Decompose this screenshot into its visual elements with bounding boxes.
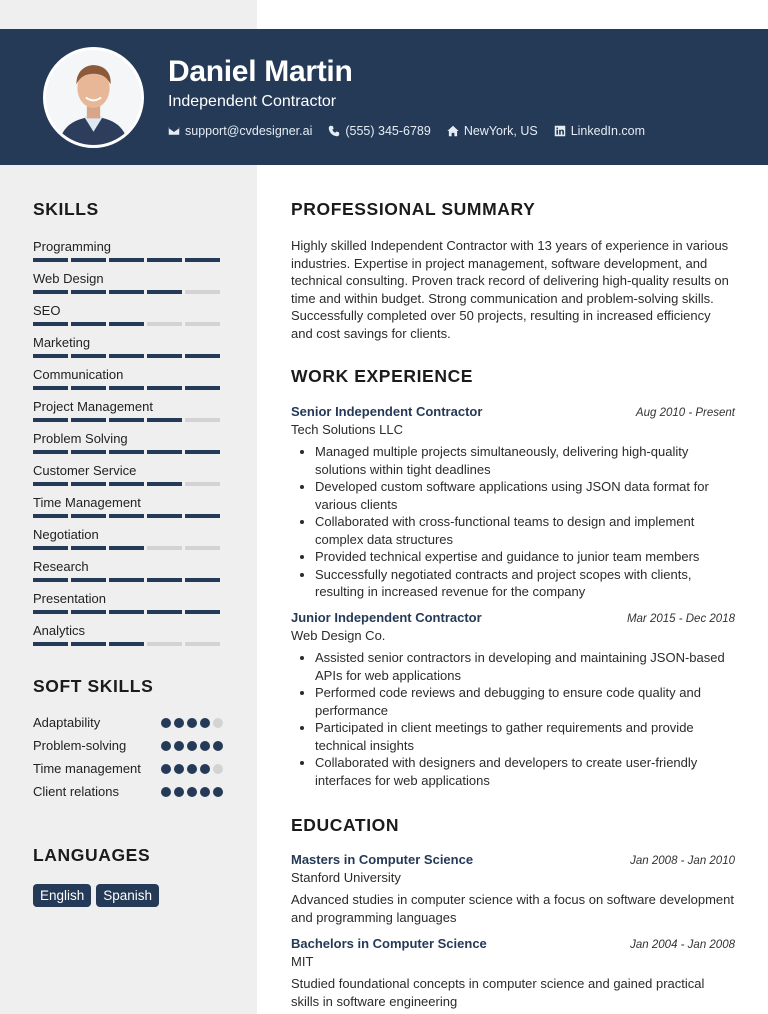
skill-level-segment — [147, 354, 182, 358]
soft-skill-item — [33, 714, 223, 731]
phone-icon — [328, 125, 340, 137]
skill-level-segment — [185, 578, 220, 582]
education-dates: Jan 2008 - Jan 2010 — [630, 855, 735, 867]
contact-email-text: support@cvdesigner.ai — [185, 124, 313, 138]
skill-level-segment — [71, 642, 106, 646]
job-bullet: • Provided technical expertise and guidance to junior team members — [315, 548, 735, 566]
skill-level-bar — [33, 418, 223, 422]
job-bullet: • Collaborated with cross-functional teams to design and implement complex data structures — [315, 513, 735, 548]
skill-level-segment — [71, 418, 106, 422]
skill-item — [33, 463, 223, 495]
skill-level-segment — [33, 258, 68, 262]
skill-level-segment — [109, 418, 144, 422]
summary-text: Highly skilled Independent Contractor with 13 years of experience in various industries. Expertise in project management, software development, and technical consulting. Proven track record of delivering high-quality results on time and within budget. Strong communication and problem-solving skills. Successfully completed over 50 projects, resulting in increased efficiency and cost savings for clients. — [291, 238, 729, 341]
skill-level-segment — [185, 386, 220, 390]
skill-level-segment — [33, 418, 68, 422]
skill-level-bar — [33, 642, 223, 646]
skill-level-bar — [33, 386, 223, 390]
rating-dot — [161, 787, 171, 797]
rating-dot — [200, 718, 210, 728]
rating-dot — [200, 764, 210, 774]
skill-item — [33, 495, 223, 527]
education-entry — [291, 852, 735, 926]
soft-skill-item — [33, 783, 223, 800]
skill-name: Marketing — [33, 335, 91, 350]
skill-name: Project Management — [33, 399, 153, 414]
rating-dot — [187, 787, 197, 797]
linkedin-icon — [554, 125, 566, 137]
skill-level-segment — [33, 546, 68, 550]
skill-level-segment — [71, 514, 106, 518]
skill-level-segment — [33, 642, 68, 646]
skill-item — [33, 527, 223, 559]
skill-level-segment — [109, 290, 144, 294]
job-bullet: • Successfully negotiated contracts and project scopes with clients, resulting in increased revenue for the company — [315, 566, 735, 601]
skill-level-segment — [185, 514, 220, 518]
job-bullet: • Participated in client meetings to gather requirements and provide technical insights — [315, 719, 735, 754]
skill-name: Web Design — [33, 271, 104, 286]
skill-level-segment — [147, 610, 182, 614]
skill-level-segment — [33, 450, 68, 454]
skill-level-segment — [33, 578, 68, 582]
contact-bar — [168, 124, 645, 138]
skill-level-segment — [71, 258, 106, 262]
rating-dot — [161, 764, 171, 774]
skill-name: Negotiation — [33, 527, 99, 542]
job-title: Senior Independent Contractor — [291, 404, 483, 419]
skill-level-bar — [33, 258, 223, 262]
skill-item — [33, 239, 223, 271]
candidate-headline: Independent Contractor — [168, 93, 337, 110]
skill-level-segment — [185, 642, 220, 646]
school-name: MIT — [291, 954, 314, 969]
skill-level-segment — [185, 258, 220, 262]
skill-level-segment — [185, 482, 220, 486]
contact-phone-text: (555) 345-6789 — [345, 124, 431, 138]
skill-level-segment — [109, 610, 144, 614]
skill-level-segment — [33, 482, 68, 486]
job-dates: Mar 2015 - Dec 2018 — [626, 613, 735, 625]
skill-level-segment — [109, 546, 144, 550]
skill-level-segment — [147, 258, 182, 262]
skill-level-segment — [71, 386, 106, 390]
soft-skills-heading: SOFT SKILLS — [33, 676, 154, 696]
skill-level-segment — [33, 290, 68, 294]
soft-skill-rating — [161, 741, 223, 751]
experience-section — [291, 366, 735, 387]
language-badge: English — [33, 884, 91, 907]
job-bullet: • Assisted senior contractors in developing and maintaining JSON-based APIs for web applications — [315, 649, 735, 684]
skill-level-segment — [185, 290, 220, 294]
skill-name: Problem Solving — [33, 431, 128, 446]
skill-level-segment — [109, 354, 144, 358]
education-description: Advanced studies in computer science with a focus on software development and programming languages — [291, 892, 734, 925]
job-bullets — [291, 443, 735, 601]
skill-level-segment — [71, 322, 106, 326]
skills-list — [33, 239, 223, 655]
skill-level-bar — [33, 290, 223, 294]
home-icon — [447, 125, 459, 137]
rating-dot — [161, 718, 171, 728]
skill-level-segment — [185, 354, 220, 358]
education-heading: EDUCATION — [291, 815, 400, 835]
education-description: Studied foundational concepts in computer science and gained practical skills in software engineering — [291, 976, 705, 1009]
soft-skill-name: Time management — [33, 761, 141, 776]
rating-dot — [161, 741, 171, 751]
skill-name: Presentation — [33, 591, 106, 606]
experience-heading: WORK EXPERIENCE — [291, 366, 474, 386]
skill-level-segment — [109, 482, 144, 486]
job-entry — [291, 404, 735, 601]
rating-dot — [213, 764, 223, 774]
skill-level-segment — [109, 450, 144, 454]
skill-item — [33, 367, 223, 399]
job-bullet: • Developed custom software applications using JSON data format for various clients — [315, 478, 735, 513]
job-dates: Aug 2010 - Present — [635, 407, 735, 419]
rating-dot — [174, 718, 184, 728]
job-bullet: • Managed multiple projects simultaneously, delivering high-quality solutions within tight deadlines — [315, 443, 735, 478]
skill-level-bar — [33, 482, 223, 486]
contact-linkedin[interactable] — [554, 124, 645, 138]
job-bullet: • Performed code reviews and debugging to ensure code quality and performance — [315, 684, 735, 719]
summary-section — [291, 199, 735, 343]
job-bullets — [291, 649, 735, 789]
rating-dot — [174, 741, 184, 751]
skill-level-segment — [185, 610, 220, 614]
skill-level-segment — [109, 386, 144, 390]
skill-level-bar — [33, 610, 223, 614]
summary-heading: PROFESSIONAL SUMMARY — [291, 199, 536, 219]
skill-level-segment — [147, 386, 182, 390]
skill-level-segment — [147, 578, 182, 582]
skill-level-segment — [185, 450, 220, 454]
skill-level-bar — [33, 514, 223, 518]
skill-level-segment — [185, 546, 220, 550]
job-bullet: • Collaborated with designers and developers to create user-friendly interfaces for web applications — [315, 754, 735, 789]
rating-dot — [187, 741, 197, 751]
skill-level-segment — [109, 642, 144, 646]
profile-photo-icon — [46, 50, 141, 145]
skill-level-segment — [71, 610, 106, 614]
skill-level-segment — [71, 354, 106, 358]
skill-item — [33, 431, 223, 463]
skill-name: Time Management — [33, 495, 141, 510]
skill-level-segment — [147, 546, 182, 550]
skill-name: SEO — [33, 303, 61, 318]
education-section — [291, 815, 735, 836]
skill-item — [33, 591, 223, 623]
rating-dot — [213, 741, 223, 751]
skill-level-segment — [33, 514, 68, 518]
language-badge: Spanish — [96, 884, 159, 907]
soft-skill-rating — [161, 787, 223, 797]
contact-linkedin-text: LinkedIn.com — [570, 124, 646, 138]
skill-level-bar — [33, 354, 223, 358]
skill-level-segment — [71, 578, 106, 582]
rating-dot — [213, 787, 223, 797]
skill-item — [33, 303, 223, 335]
skill-level-bar — [33, 546, 223, 550]
skill-level-bar — [33, 450, 223, 454]
skill-level-segment — [147, 482, 182, 486]
skill-level-bar — [33, 578, 223, 582]
soft-skill-item — [33, 760, 223, 777]
rating-dot — [200, 787, 210, 797]
skill-level-segment — [71, 546, 106, 550]
skill-level-segment — [147, 450, 182, 454]
skill-level-segment — [147, 418, 182, 422]
skill-item — [33, 623, 223, 655]
soft-skill-item — [33, 737, 223, 754]
skill-name: Customer Service — [33, 463, 137, 478]
education-entry — [291, 936, 735, 1010]
skill-name: Analytics — [33, 623, 86, 638]
soft-skill-rating — [161, 718, 223, 728]
job-company: Tech Solutions LLC — [291, 422, 404, 437]
job-entry — [291, 610, 735, 789]
rating-dot — [213, 718, 223, 728]
skill-name: Research — [33, 559, 89, 574]
skill-item — [33, 271, 223, 303]
rating-dot — [187, 764, 197, 774]
skill-level-segment — [109, 514, 144, 518]
skill-name: Communication — [33, 367, 124, 382]
degree-title: Masters in Computer Science — [291, 852, 474, 867]
rating-dot — [200, 741, 210, 751]
education-dates: Jan 2004 - Jan 2008 — [630, 939, 735, 951]
rating-dot — [174, 764, 184, 774]
candidate-name: Daniel Martin — [168, 55, 353, 88]
skills-heading: SKILLS — [33, 199, 99, 219]
contact-email[interactable] — [168, 124, 312, 138]
rating-dot — [187, 718, 197, 728]
contact-location — [447, 124, 538, 138]
skill-level-segment — [71, 482, 106, 486]
skill-level-segment — [109, 578, 144, 582]
soft-skill-name: Problem-solving — [33, 738, 127, 753]
skill-level-segment — [147, 514, 182, 518]
skill-level-segment — [185, 418, 220, 422]
avatar — [43, 47, 144, 148]
soft-skill-name: Client relations — [33, 784, 119, 799]
contact-location-text: NewYork, US — [463, 124, 538, 138]
skill-item — [33, 399, 223, 431]
job-title: Junior Independent Contractor — [291, 610, 482, 625]
skill-item — [33, 335, 223, 367]
skill-level-segment — [33, 610, 68, 614]
skill-name: Programming — [33, 239, 112, 254]
soft-skills-list — [33, 714, 223, 806]
job-company: Web Design Co. — [291, 628, 386, 643]
contact-phone[interactable] — [328, 124, 430, 138]
skill-level-segment — [71, 290, 106, 294]
languages-list — [33, 884, 159, 907]
skill-level-segment — [71, 450, 106, 454]
skill-item — [33, 559, 223, 591]
degree-title: Bachelors in Computer Science — [291, 936, 487, 951]
skill-level-segment — [33, 386, 68, 390]
skill-level-bar — [33, 322, 223, 326]
skill-level-segment — [109, 322, 144, 326]
envelope-icon — [168, 125, 180, 137]
soft-skill-name: Adaptability — [33, 715, 101, 730]
languages-heading: LANGUAGES — [33, 845, 151, 865]
skill-level-segment — [33, 322, 68, 326]
soft-skill-rating — [161, 764, 223, 774]
skill-level-segment — [109, 258, 144, 262]
skill-level-segment — [147, 322, 182, 326]
skill-level-segment — [147, 290, 182, 294]
skill-level-segment — [33, 354, 68, 358]
school-name: Stanford University — [291, 870, 401, 885]
skill-level-segment — [147, 642, 182, 646]
skill-level-segment — [185, 322, 220, 326]
rating-dot — [174, 787, 184, 797]
